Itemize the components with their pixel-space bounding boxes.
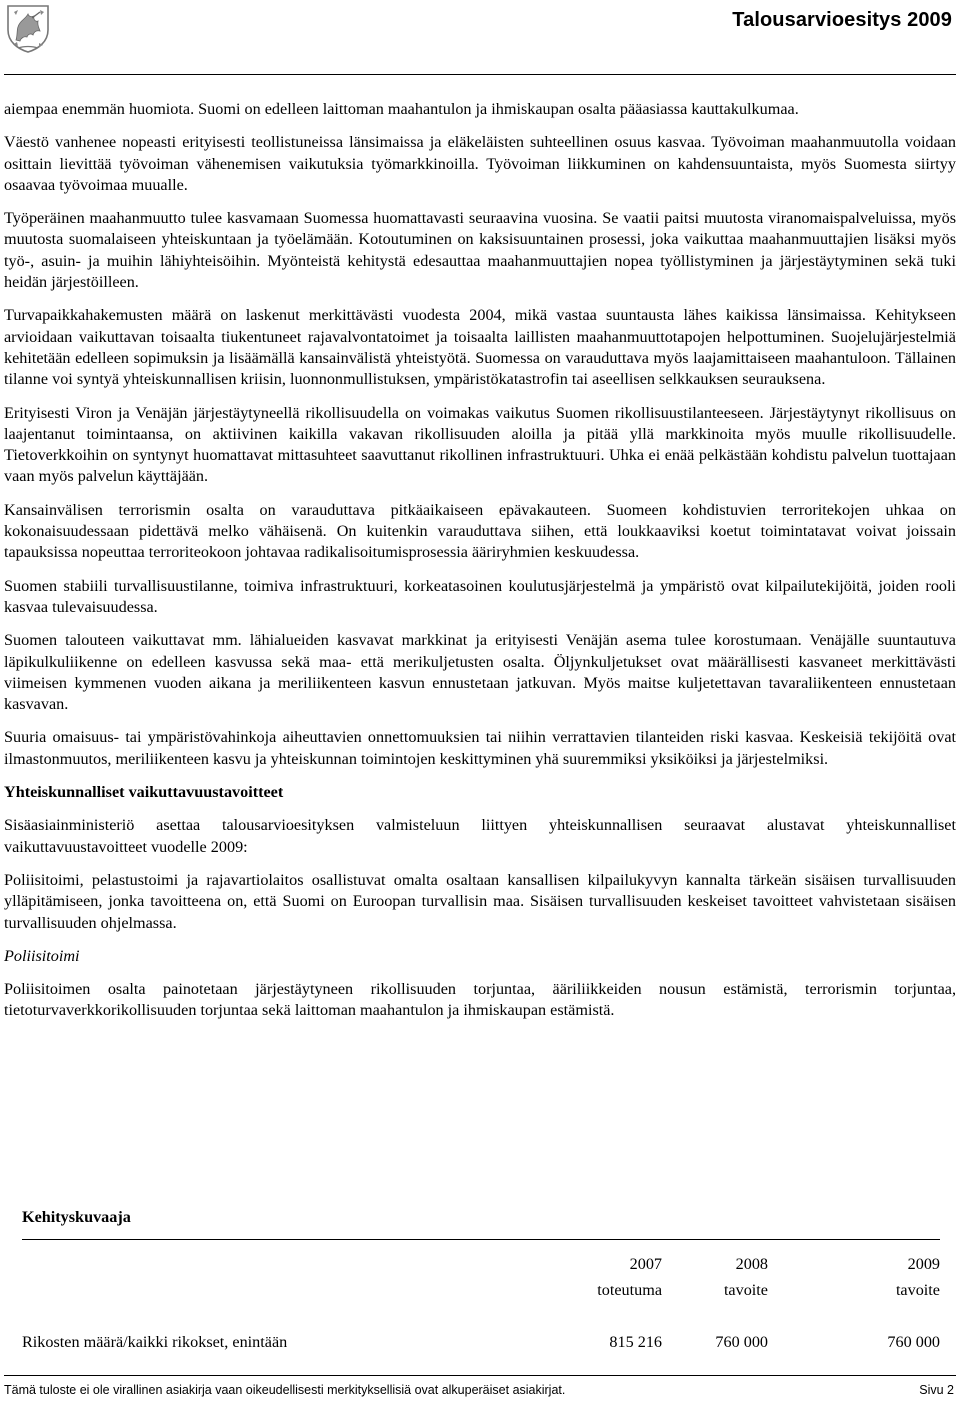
paragraph: aiempaa enemmän huomiota. Suomi on edelleen laittoman maahantulon ja ihmiskaupan osalta pääasiassa kauttakulkumaa.	[4, 100, 799, 118]
column-subheader: tavoite	[723, 1281, 768, 1299]
document-body	[4, 99, 956, 1034]
table-header-years	[22, 1253, 940, 1279]
paragraph: Erityisesti Viron ja Venäjän järjestäytyneellä rikollisuudella on voimakas vaikutus Suomen rikollisuustilanteeseen. Järjestäytynyt rikollisuus on laajentanut toimintaansa, on aktiivinen kaikilla vakavan rikollisuuden aloilla ja pitää yllä markkinoita myös muulle rikollisuudelle. Tietoverkkoihin on syntynyt huomattavat mittasuhteet saavuttanut rikollinen infrastruktuuri. Uhka ei enää pelkästään kohdistu palvelun tuottajaan vaan myös palvelun käyttäjään.	[4, 403, 956, 486]
paragraph: Väestö vanhenee nopeasti erityisesti teollistuneissa länsimaissa ja eläkeläisten suhteellinen osuus kasvaa. Työvoiman maahanmuutolla voidaan osittain lievittää työvoiman vähenemisen vaikutuksia työmarkkinoilla. Työvoiman liikkuminen on kahdensuuntaista, myös Suomesta siirtyy osaavaa työvoimaa muualle.	[4, 133, 956, 194]
paragraph: Poliisitoimi, pelastustoimi ja rajavartiolaitos osallistuvat omalta osaltaan kansallisen kilpailukyvyn kannalta tärkeän sisäisen turvallisuuden ylläpitämiseen, jonka tavoitteena on, että Suomi on Euroopan turvallisin maa. Sisäisen turvallisuuden keskeiset tavoitteet vahvistetaan sisäisen turvallisuuden ohjelmassa.	[4, 870, 956, 932]
coat-of-arms-icon	[6, 4, 50, 54]
year-header: 2009	[907, 1255, 940, 1273]
year-header: 2007	[629, 1255, 662, 1273]
paragraph: Suomen stabiili turvallisuustilanne, toimiva infrastruktuuri, korkeatasoinen koulutusjärjestelmä ja ympäristö ovat kilpailutekijöitä, joiden rooli kasvaa tulevaisuudessa.	[4, 576, 956, 616]
table-title: Kehityskuvaaja	[22, 1208, 131, 1226]
paragraph: Kansainvälisen terrorismin osalta on varauduttava pitkäaikaiseen epävakauteen. Suomeen kohdistuvien terroritekojen uhkaa on kokonaisuudessaan pidettävä melko vähäisenä. On kuitenkin varauduttava siihen, että loukkaaviksi koetut toimintatavat voivat joissain tapauksissa nopeuttaa terroriteokoon johtavaa radikalisoitumisprosessia ääriryhmien keskuudessa.	[4, 500, 956, 562]
paragraph: Suuria omaisuus- tai ympäristövahinkoja aiheuttavien onnettomuuksien tai niihin verrattavien tilanteiden riski kasvaa. Keskeisiä tekijöitä ovat ilmastonmuutos, meriliikenteen kasvu ja yhteiskunnan toimintojen keskittyminen yhä suuremmiksi yksiköiksi ja järjestelmiksi.	[4, 728, 956, 768]
page-number: Sivu 2	[919, 1383, 954, 1397]
footer-disclaimer: Tämä tuloste ei ole virallinen asiakirja vaan oikeudellisesti merkityksellisiä ovat alkuperäiset asiakirjat.	[4, 1383, 566, 1397]
cell-value: 760 000	[887, 1333, 940, 1351]
paragraph: Työperäinen maahanmuutto tulee kasvamaan Suomessa huomattavasti seuraavina vuosina. Se vaatii paitsi muutosta viranomaispalveluissa, myös muutosta suomalaiseen yhteiskuntaan ja työelämään. Kotoutuminen on kaksisuuntainen prosessi, joka vaikuttaa maahanmuuttajien lisäksi myös työ-, asuin- ja muihin lähiyhteisöihin. Myönteistä kehitystä edesauttaa maahanmuuttajien nopea työllistyminen ja järjestäytyminen sekä tuki heidän järjestöilleen.	[4, 209, 956, 292]
row-label: Rikosten määrä/kaikki rikokset, enintään	[22, 1333, 288, 1351]
column-subheader: tavoite	[895, 1281, 940, 1299]
footer-divider	[4, 1375, 956, 1376]
table-header-types	[22, 1279, 940, 1305]
year-header: 2008	[735, 1255, 768, 1273]
cell-value: 815 216	[609, 1333, 662, 1351]
kehityskuvaaja-table	[22, 1207, 940, 1357]
table-row	[22, 1331, 940, 1357]
paragraph: Poliisitoimen osalta painotetaan järjestäytyneen rikollisuuden torjuntaa, ääriliikkeiden nousun estämistä, terrorismin torjuntaa, tietoturvaverkkorikollisuuden torjuntaa sekä laittoman maahantulon ja ihmiskaupan estämistä.	[4, 980, 956, 1020]
paragraph: Sisäasiainministeriö asettaa talousarvioesityksen valmisteluun liittyen yhteiskunnallisen seuraavat alustavat yhteiskunnalliset vaikuttavuustavoitteet vuodelle 2009:	[4, 816, 956, 856]
subsection-heading: Poliisitoimi	[4, 946, 80, 965]
table-top-rule	[22, 1239, 940, 1240]
cell-value: 760 000	[715, 1333, 768, 1351]
document-title: Talousarvioesitys 2009	[732, 9, 952, 31]
section-heading: Yhteiskunnalliset vaikuttavuustavoitteet	[4, 783, 284, 802]
column-subheader: toteutuma	[597, 1281, 662, 1299]
header-divider	[4, 74, 956, 75]
page-header	[0, 0, 960, 82]
paragraph: Suomen talouteen vaikuttavat mm. lähialueiden kasvavat markkinat ja erityisesti Venäjän asema tulee korostumaan. Venäjälle suuntautuva läpikulkuliikenne on edelleen kasvussa sekä maa- että merikuljetusten osalta. Öljynkuljetukset ovat määrällisesti kasvaneet merkittävästi viimeisen kymmenen vuoden aikana ja meriliikenteen kasvun ennustetaan jatkuvan. Myös maitse kuljetettavan tavaraliikenteen ennustetaan kasvavan.	[4, 631, 956, 714]
paragraph: Turvapaikkahakemusten määrä on laskenut merkittävästi vuodesta 2004, mikä vastaa suuntausta lähes kaikissa länsimaissa. Kehitykseen arvioidaan vaikuttavan toisaalta tiukentuneet rajavalvontatoimet ja toisaalta laillisten maahanmuuttotapojen helpottuminen. Suojelujärjestelmiä kehitetään edelleen sopimuksin ja lisäämällä kansainvälistä yhteistyötä. Suomessa on varauduttava myös laajamittaiseen maahantuloon. Tällainen tilanne voi syntyä yhteiskunnallisen kriisin, luonnonmullistuksen, ympäristökatastrofin tai aseellisen selkkauksen seurauksena.	[4, 306, 956, 389]
